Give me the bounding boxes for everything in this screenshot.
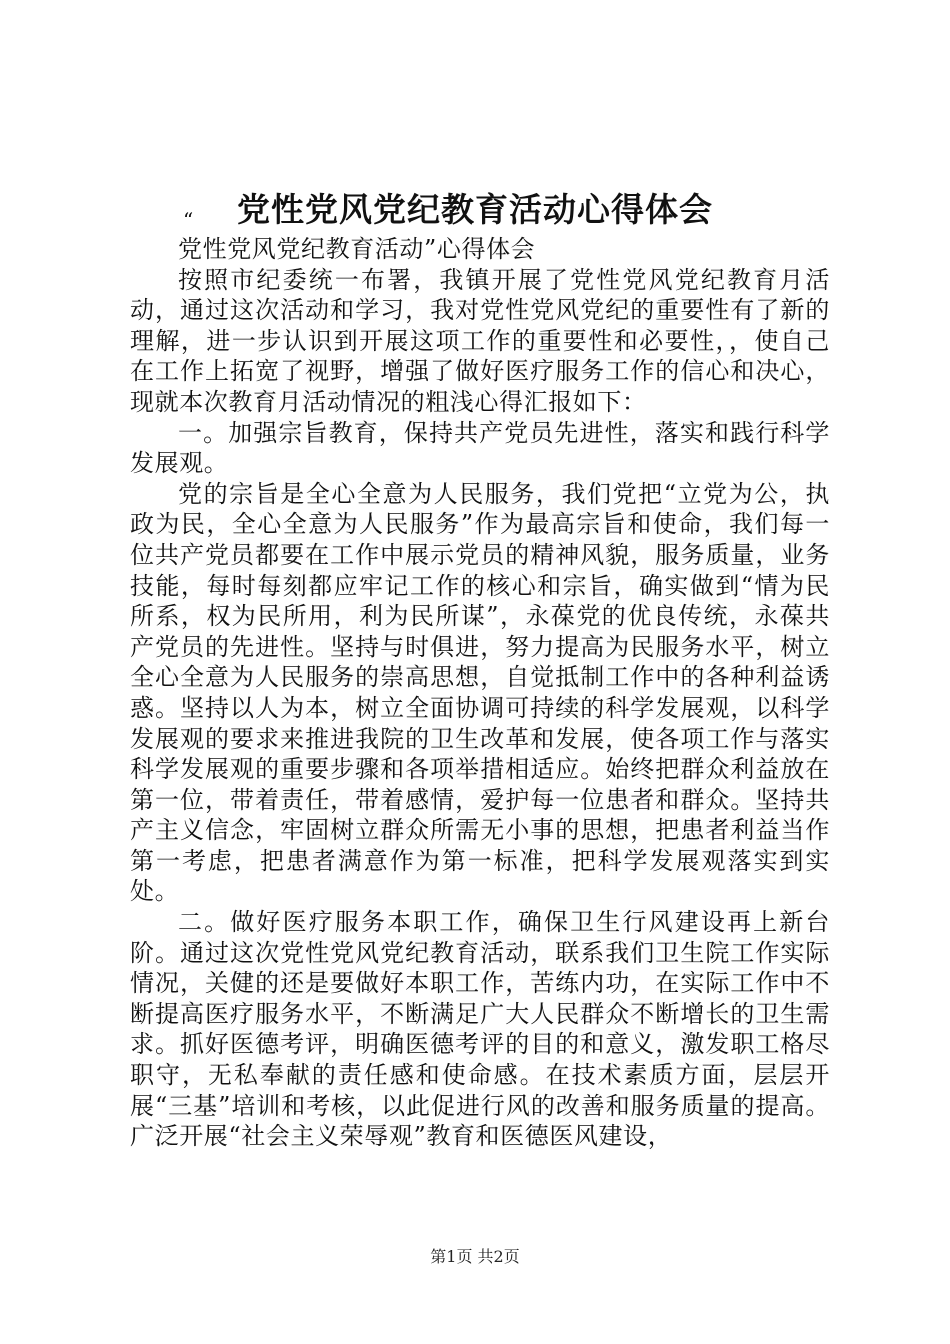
body-paragraph: 按照市纪委统一布署，我镇开展了党性党风党纪教育月活动，通过这次活动和学习，我对党性党风党纪的重要性有了新的理解，进一步认识到开展这项工作的重要性和必要性，，使自己在工作上拓宽了视野，增强了做好医疗服务工作的信心和决心，现就本次教育月活动情况的粗浅心得汇报如下： [130,265,830,416]
body-paragraph: 一。加强宗旨教育，保持共产党员先进性，落实和践行科学发展观。 [130,418,830,478]
body-paragraph: 二。做好医疗服务本职工作，确保卫生行风建设再上新台阶。通过这次党性党风党纪教育活动，联系我们卫生院工作实际情况，关健的还是要做好本职工作，苦练内功，在实际工作中不断提高医疗服务水平，不断满足广大人民群众不断增长的卫生需求。抓好医德考评，明确医德考评的目的和意义，激发职工格尽职守，无私奉献的责任感和使命感。在技术素质方面，层层开展“三基”培训和考核，以此促进行风的改善和服务质量的提高。广泛开展“社会主义荣辱观”教育和医德医风建设， [130,908,830,1151]
document-title: 党性党风党纪教育活动心得体会 [237,190,713,229]
document-body [130,234,830,1152]
page-number-footer: 第1页 共2页 [430,1247,520,1266]
body-paragraph: 党的宗旨是全心全意为人民服务，我们党把“立党为公，执政为民，全心全意为人民服务”作为最高宗旨和使命，我们每一位共产党员都要在工作中展示党员的精神风貌，服务质量，业务技能，每时每刻都应牢记工作的核心和宗旨，确实做到“情为民所系，权为民所用，利为民所谋”，永葆党的优良传统，永葆共产党员的先进性。坚持与时俱进，努力提高为民服务水平，树立全心全意为人民服务的崇高思想，自觉抵制工作中的各种利益诱惑。坚持以人为本，树立全面协调可持续的科学发展观，以科学发展观的要求来推进我院的卫生改革和发展，使各项工作与落实科学发展观的重要步骤和各项举措相适应。始终把群众利益放在第一位，带着责任，带着感情，爱护每一位患者和群众。坚持共产主义信念，牢固树立群众所需无小事的思想，把患者利益当作第一考虑，把患者满意作为第一标准，把科学发展观落实到实处。 [130,479,830,906]
open-quote-mark: “ [183,208,194,232]
body-paragraph-subtitle: 党性党风党纪教育活动”心得体会 [178,235,536,263]
